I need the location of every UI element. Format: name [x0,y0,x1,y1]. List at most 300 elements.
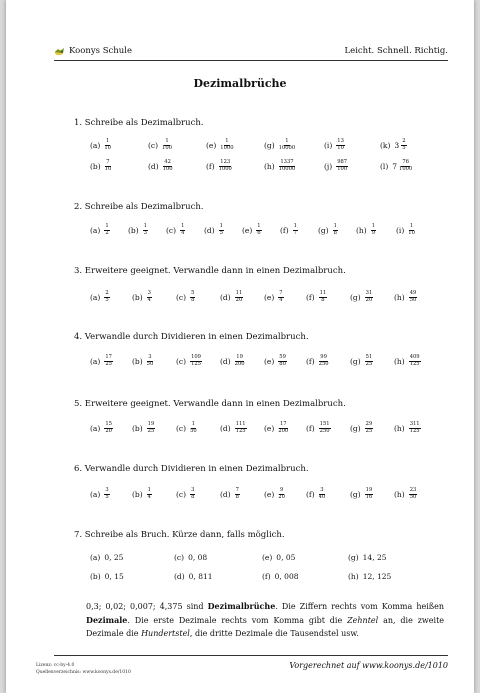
exercise-item [264,291,284,303]
fraction [408,224,415,236]
decimal-value: 0, 05 [276,553,296,562]
fraction-stack [279,139,296,151]
fraction [365,355,374,367]
numerator: 59 [279,354,286,360]
exercise-item [350,488,373,500]
fraction-stack [235,422,247,434]
exercise-item [306,488,325,500]
numerator: 1 [105,223,109,229]
denominator: 50 [409,297,417,304]
fraction [147,488,152,500]
exercise-item [306,422,331,434]
fraction-stack [278,488,285,500]
whole-number: 7 [392,161,398,171]
item-label: (h) [394,356,405,366]
fraction-stack [399,160,412,172]
section-6-title: 6. Verwandle durch Dividieren in einen Dezimalbruch. [74,464,309,474]
denominator: 20 [235,297,243,304]
exercise-item [206,160,232,172]
fraction-stack [278,422,288,434]
item-label: (a) [90,489,101,499]
exercise-item [318,224,338,236]
item-label: (i) [396,225,405,235]
numerator: 49 [409,290,417,296]
item-label: (e) [242,225,253,235]
exercise-item [262,553,295,562]
numerator: 15 [105,421,112,427]
para-italic-term: Hundertstel [141,629,190,638]
item-label: (d) [220,489,231,499]
item-label: (a) [90,423,101,433]
denominator: 10000 [278,166,296,173]
numerator: 7 [235,487,239,493]
explanation-paragraph [86,600,444,641]
numerator: 111 [235,421,246,427]
exercise-item [220,355,245,367]
item-label: (l) [380,161,389,171]
whole-number: 3 [394,140,400,150]
denominator: 5 [105,297,109,304]
item-label: (b) [132,423,143,433]
fraction [235,488,240,500]
fraction-stack [180,224,185,236]
numerator: 151 [319,421,330,427]
fraction-stack [409,355,421,367]
fraction [220,139,233,151]
denominator: 125 [409,361,420,368]
item-label: (b) [132,292,143,302]
fraction [219,224,224,236]
denominator: 8 [235,494,239,501]
exercise-item [264,160,295,172]
denominator: 25 [147,428,155,435]
denominator: 1000 [220,145,234,152]
numerator: 109 [191,354,201,360]
fraction [371,224,376,236]
fraction-stack [163,160,173,172]
fraction-stack [104,224,109,236]
section-1-title: 1. Schreibe als Dezimalbruch. [74,118,204,128]
decimal-value: 0, 811 [188,572,213,581]
decimal-value: 0, 25 [104,553,124,562]
denominator: 50 [190,428,197,435]
exercise-item [132,422,155,434]
item-label: (d) [220,423,231,433]
numerator: 51 [365,354,373,360]
exercise-item [220,291,243,303]
para-text: . Die erste Dezimale rechts vom Komma gibt die [127,615,348,625]
fraction [147,422,156,434]
item-label: (j) [324,161,333,171]
denominator: 250 [318,361,329,368]
denominator: 10 [104,145,111,152]
fraction-stack [219,224,224,236]
item-label: (c) [176,292,187,302]
fraction [279,160,296,172]
denominator: 7 [293,230,297,237]
denominator: 25 [365,361,373,368]
denominator: 4 [181,230,185,237]
denominator: 9 [371,230,375,237]
exercise-item [394,488,417,500]
item-label: (f) [262,572,271,581]
item-label: (e) [264,489,275,499]
fraction [336,139,345,151]
fraction-stack [162,139,172,151]
fraction [394,139,406,151]
fraction [147,291,152,303]
item-label: (c) [176,423,187,433]
fraction [319,422,331,434]
numerator: 1 [191,421,196,427]
numerator: 409 [409,354,420,360]
exercise-item [324,160,348,172]
fraction [143,224,148,236]
numerator: 13 [337,138,344,144]
exercise-item [204,224,224,236]
numerator: 23 [409,487,417,493]
exercise-item [280,224,298,236]
exercise-item [264,355,287,367]
fraction-stack [104,488,109,500]
item-label: (g) [350,292,361,302]
item-label: (g) [350,423,361,433]
fraction [293,224,298,236]
fraction-stack [147,355,154,367]
denominator: 4 [147,494,151,501]
item-label: (d) [220,292,231,302]
item-label: (c) [174,553,185,562]
item-label: (g) [318,225,329,235]
fraction [235,355,245,367]
brand-name: Koonys Schule [69,46,132,56]
numerator: 1 [219,223,223,229]
numerator: 29 [365,421,373,427]
numerator: 31 [365,290,373,296]
numerator: 76 [402,159,409,165]
exercise-item [242,224,262,236]
fraction [409,291,418,303]
fraction-stack [365,488,374,500]
denominator: 100 [162,166,173,173]
denominator: 125 [191,361,201,368]
numerator: 987 [337,159,348,165]
denominator: 4 [279,297,283,304]
denominator: 25 [105,361,112,368]
exercise-item [350,291,373,303]
fraction-stack [409,422,421,434]
para-text: , die dritte Dezimale die Tausendstel usw. [189,629,359,638]
denominator: 5 [219,230,223,237]
denominator: 40 [318,494,326,501]
denominator: 2 [105,230,109,237]
numerator: 3 [320,487,324,493]
item-label: (g) [348,553,359,562]
denominator: 8 [333,230,337,237]
fraction [104,488,109,500]
exercise-item [90,355,113,367]
exercise-item [90,291,110,303]
denominator: 50 [409,494,417,501]
fraction-stack [104,355,113,367]
numerator: 3 [147,290,151,296]
fraction [319,488,326,500]
fraction-stack [147,488,152,500]
exercise-item [176,355,202,367]
fraction-stack [336,139,345,151]
exercise-item [90,488,110,500]
fraction-stack [371,224,376,236]
exercise-item [264,422,288,434]
fraction-stack [319,422,331,434]
exercise-item [306,355,329,367]
numerator: 1 [409,223,414,229]
fraction [278,291,283,303]
exercise-item [176,422,197,434]
fraction [104,139,111,151]
fraction [365,291,374,303]
section-5-title: 5. Erweitere geeignet. Verwandle dann in einen Dezimalbruch. [74,399,346,409]
numerator: 3 [191,487,195,493]
exercise-item [166,224,185,236]
item-label: (h) [348,572,359,581]
numerator: 2 [105,290,109,296]
fraction [319,355,329,367]
fraction [319,291,328,303]
fraction-stack [279,160,296,172]
fraction-stack [235,291,244,303]
fraction [365,488,374,500]
fraction-stack [143,224,148,236]
footer-meta [36,662,131,676]
numerator: 5 [191,290,195,296]
fraction-stack [190,291,195,303]
item-label: (g) [350,489,361,499]
item-label: (c) [176,356,187,366]
fraction [365,422,374,434]
fraction-stack [409,291,418,303]
exercise-item [348,553,387,562]
item-label: (f) [306,423,315,433]
fraction [409,422,421,434]
exercise-item [90,224,110,236]
license-text: Lizenz: cc-by-4.0 [36,663,75,668]
numerator: 17 [279,421,287,427]
denominator: 8 [321,297,325,304]
item-label: (f) [280,225,289,235]
fraction [180,224,185,236]
exercise-item [380,160,412,172]
exercise-item [128,224,148,236]
para-bold-term: Dezimale [86,614,128,625]
exercise-item [90,139,111,151]
denominator: 6 [257,230,261,237]
denominator: 1000 [399,166,413,173]
exercise-item [350,422,373,434]
numerator: 19 [147,421,155,427]
item-label: (a) [90,225,101,235]
fraction [104,355,113,367]
numerator: 1 [293,223,297,229]
denominator: 1000 [218,166,232,173]
denominator: 8 [191,297,195,304]
numerator: 1 [105,138,110,144]
denominator: 125 [409,428,420,435]
source-text: Quellenverzeichnis: www.koonys.de/1010 [36,670,131,675]
header-rule [54,60,448,61]
item-label: (i) [324,140,333,150]
item-label: (h) [394,423,405,433]
section-3-title: 3. Erweitere geeignet. Verwandle dann in einen Dezimalbruch. [74,266,346,276]
fraction [162,139,172,151]
exercise-item [174,553,207,562]
item-label: (f) [306,489,315,499]
para-bold-term: Dezimalbrüche [207,601,276,611]
fraction [279,139,296,151]
exercise-item [176,291,195,303]
fraction [278,355,287,367]
fraction [104,422,113,434]
numerator: 7 [106,159,110,165]
numerator: 1 [285,138,289,144]
fraction-stack [147,422,156,434]
fraction-stack [235,355,245,367]
exercise-item [90,160,111,172]
fraction [190,488,195,500]
exercise-item [380,139,407,151]
koonys-logo-icon [54,47,65,56]
numerator: 1 [371,223,375,229]
fraction-stack [365,355,374,367]
numerator: 17 [105,354,112,360]
item-label: (e) [264,356,275,366]
item-label: (a) [90,140,101,150]
fraction-stack [190,488,195,500]
fraction-stack [256,224,261,236]
item-label: (b) [90,161,101,171]
denominator: 50 [146,361,154,368]
item-label: (a) [90,356,101,366]
exercise-item [394,422,421,434]
numerator: 1 [147,487,151,493]
item-label: (f) [306,356,315,366]
denominator: 20 [278,494,285,501]
numerator: 3 [148,354,152,360]
numerator: 1 [143,223,147,229]
fraction [235,291,244,303]
section-4-title: 4. Verwandle durch Dividieren in einen Dezimalbruch. [74,332,309,342]
exercise-item [356,224,376,236]
item-label: (e) [262,553,273,562]
exercise-item [396,224,415,236]
denominator: 10 [408,230,415,237]
fraction-stack [293,224,298,236]
numerator: 123 [220,159,231,165]
numerator: 11 [319,290,327,296]
fraction-stack [409,488,418,500]
item-label: (c) [166,225,177,235]
numerator: 1 [181,223,185,229]
numerator: 1 [165,138,169,144]
exercise-item [220,422,247,434]
denominator: 80 [279,361,286,368]
denominator: 25 [365,428,373,435]
fraction-stack [278,291,283,303]
fraction [333,224,338,236]
item-label: (a) [90,553,101,562]
item-label: (g) [264,140,275,150]
item-label: (b) [128,225,139,235]
fraction-stack [365,422,374,434]
exercise-item [148,160,173,172]
denominator: 20 [105,428,112,435]
denominator: 16 [365,494,373,501]
fraction [104,291,109,303]
numerator: 2 [402,138,406,144]
exercise-item [176,488,195,500]
exercise-item [220,488,240,500]
denominator: 5 [105,494,109,501]
exercise-item [90,572,124,581]
item-label: (h) [394,292,405,302]
tagline: Leicht. Schnell. Richtig. [344,46,448,56]
fraction-stack [219,160,232,172]
denominator: 10 [337,145,344,152]
item-label: (b) [132,356,143,366]
numerator: 19 [236,354,243,360]
fraction-stack [408,224,415,236]
item-label: (g) [350,356,361,366]
fraction-stack [319,488,326,500]
fraction-stack [235,488,240,500]
item-label: (f) [206,161,215,171]
exercise-item [306,291,327,303]
fraction-stack [333,224,338,236]
decimal-value: 14, 25 [362,553,387,562]
item-label: (e) [264,292,275,302]
fraction-stack [220,139,233,151]
item-label: (d) [220,356,231,366]
page-title: Dezimalbrüche [193,77,287,90]
fraction [190,355,202,367]
denominator: 200 [278,428,289,435]
fraction-stack [336,160,348,172]
fraction [147,355,154,367]
item-label: (b) [132,489,143,499]
fraction-stack [190,355,202,367]
item-label: (b) [90,572,101,581]
denominator: 125 [235,428,246,435]
fraction [392,160,412,172]
fraction-stack [319,355,329,367]
item-label: (a) [90,292,101,302]
numerator: 42 [164,159,171,165]
item-label: (h) [264,161,275,171]
para-text: . Die Ziffern rechts vom Komma heißen [275,602,444,611]
exercise-item [350,355,373,367]
exercise-item [324,139,345,151]
item-label: (d) [204,225,215,235]
denominator: 3 [143,230,147,237]
para-italic-term: Zehntel [347,615,379,625]
fraction [409,355,421,367]
exercise-item [148,139,172,151]
denominator: 4 [147,297,151,304]
numerator: 19 [365,487,373,493]
decimal-value: 0, 08 [188,553,208,562]
numerator: 7 [279,290,283,296]
exercise-item [262,572,299,581]
